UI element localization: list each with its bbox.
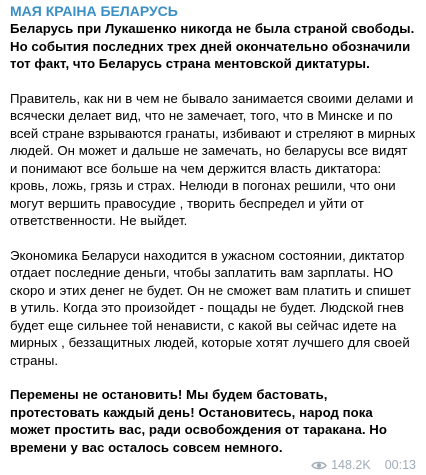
post-paragraph-4: Перемены не остановить! Мы будем бастовать, протестовать каждый день! Остановитесь, народ пока может простить вас, ради освобождения от таракана. Но времени у вас осталось совсем немного. xyxy=(10,387,387,455)
post-paragraph-3: Экономика Беларуси находится в ужасном состоянии, диктатор отдает последние деньги, чтобы заплатить вам зарплаты. НО скоро и этих денег не будет. Он не сможет вам платить и спишет в утиль. Когда это произойдет - пощады не будет. Людской гнев будет еще сильнее той ненависти, с какой вы сейчас идете на мирных , беззащитных людей, которые хотят лучшего для своей страны. xyxy=(10,247,411,368)
channel-name[interactable]: МАЯ КРАІНА БЕЛАРУСЬ xyxy=(10,3,178,19)
eye-icon xyxy=(311,460,327,471)
post-paragraph-1: Беларусь при Лукашенко никогда не была страной свободы. Но события последних трех дней окончательно обозначили тот факт, что Беларусь страна ментовской диктатуры. xyxy=(10,21,415,71)
view-count: 148.2K xyxy=(331,458,371,472)
post-time: 00:13 xyxy=(384,458,416,472)
post-meta xyxy=(307,458,416,472)
post-paragraph-2: Правитель, как ни в чем не бывало занимается своими делами и всячески делает вид, что не замечает, того, что в Минске и по всей стране взрываются гранаты, избивают и стреляют в мирных людей. Он может и дальше не замечать, но беларусы все видят и понимают все больше на чем держится власть диктатора: кровь, ложь, грязь и страх. Нелюди в погонах решили, что они могут вершить правосудие , творить беспредел и уйти от ответственности. Не выйдет. xyxy=(10,90,416,228)
